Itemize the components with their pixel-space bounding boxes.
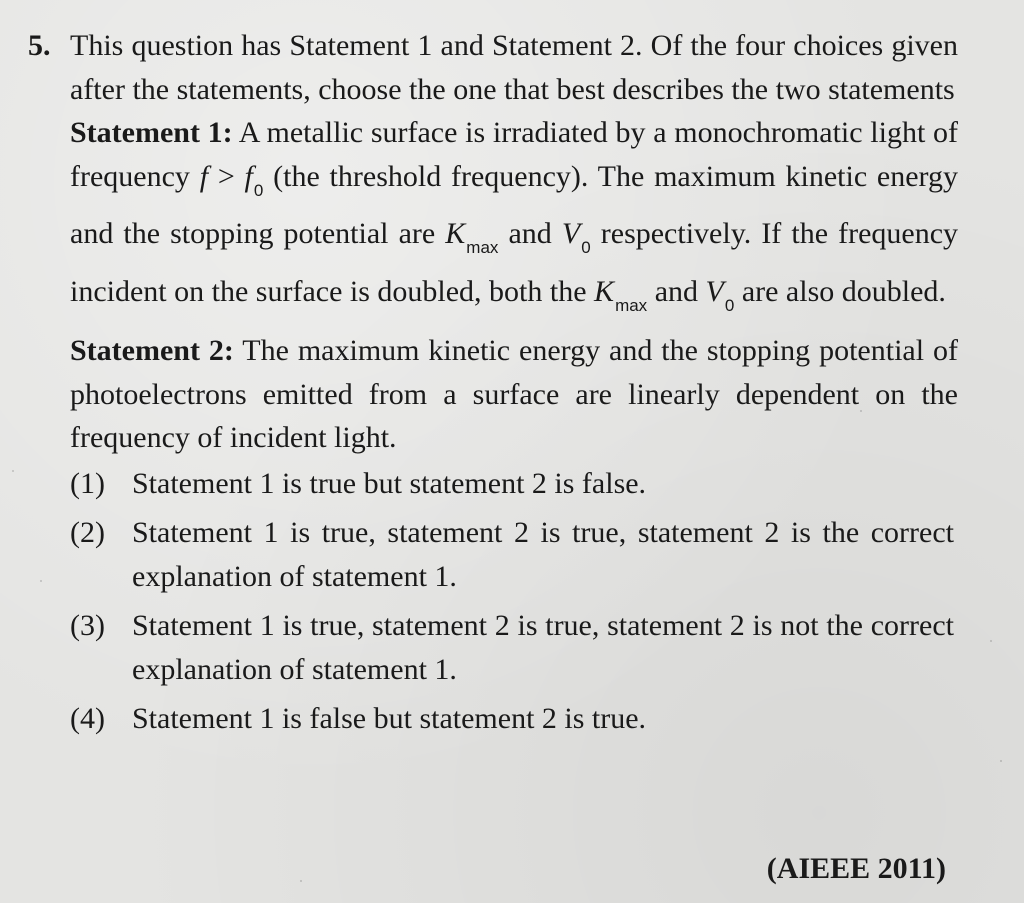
option-4[interactable] bbox=[70, 697, 958, 741]
options-list bbox=[70, 462, 958, 741]
option-1[interactable] bbox=[70, 462, 958, 506]
threshold-frequency-symbol: f bbox=[244, 159, 253, 193]
paper-speck bbox=[860, 410, 862, 412]
kmax-symbol-2: K bbox=[594, 274, 615, 308]
question-intro: This question has Statement 1 and Statement 2. Of the four choices given after the statements, choose the one that best describes the two statements bbox=[70, 29, 958, 106]
paper-speck bbox=[300, 880, 302, 882]
paper-speck bbox=[12, 470, 14, 472]
option-3-text: Statement 1 is true, statement 2 is true, statement 2 is not the correct explanation of statement 1. bbox=[132, 609, 954, 686]
greater-than-symbol: > bbox=[217, 159, 235, 193]
statement-2-text: The maximum kinetic energy and the stopping potential of photoelectrons emitted from a surface are linearly dependent on the frequency of incident light. bbox=[70, 334, 958, 454]
threshold-frequency-subscript: 0 bbox=[253, 180, 264, 200]
statement-1 bbox=[70, 111, 958, 327]
question-block bbox=[28, 24, 958, 747]
paper-speck bbox=[40, 580, 42, 582]
kmax-subscript: max bbox=[466, 238, 499, 257]
v0-symbol: V bbox=[561, 217, 581, 250]
paper-speck bbox=[1000, 760, 1002, 762]
statement-1-and-1: and bbox=[508, 217, 552, 250]
option-3[interactable] bbox=[70, 604, 958, 691]
statement-2 bbox=[70, 329, 958, 460]
option-1-number: (1) bbox=[70, 466, 105, 500]
statement-1-part2: (the threshold frequency). The maximum kinetic energy and the stopping potential are bbox=[70, 159, 958, 250]
v0-subscript: 0 bbox=[581, 238, 591, 257]
option-2-number: (2) bbox=[70, 516, 105, 549]
option-4-text: Statement 1 is false but statement 2 is true. bbox=[132, 702, 647, 735]
option-2-text: Statement 1 is true, statement 2 is true, statement 2 is the correct explanation of statement 1. bbox=[132, 516, 954, 593]
statement-1-part3: respectively. If the frequency incident on the surface is doubled, both the bbox=[70, 217, 959, 308]
kmax-subscript-2: max bbox=[615, 295, 648, 315]
paper-speck bbox=[990, 640, 992, 642]
option-2[interactable] bbox=[70, 511, 958, 598]
exam-source: (AIEEE 2011) bbox=[766, 852, 946, 885]
statement-2-label: Statement 2: bbox=[70, 334, 234, 367]
option-4-number: (4) bbox=[70, 702, 105, 735]
statement-1-label: Statement 1: bbox=[70, 116, 233, 149]
question-number: 5. bbox=[28, 29, 51, 62]
statement-1-part4: are also doubled. bbox=[741, 274, 946, 308]
kmax-symbol: K bbox=[445, 217, 466, 250]
v0-subscript-2: 0 bbox=[724, 295, 735, 315]
option-3-number: (3) bbox=[70, 609, 105, 642]
question-header bbox=[28, 24, 958, 111]
option-1-text: Statement 1 is true but statement 2 is false. bbox=[132, 466, 647, 500]
frequency-symbol: f bbox=[199, 159, 209, 193]
statement-1-part1: A metallic surface is irradiated by a monochromatic light of frequency bbox=[70, 116, 958, 193]
v0-symbol-2: V bbox=[705, 274, 724, 308]
statement-1-and-2: and bbox=[654, 274, 699, 308]
